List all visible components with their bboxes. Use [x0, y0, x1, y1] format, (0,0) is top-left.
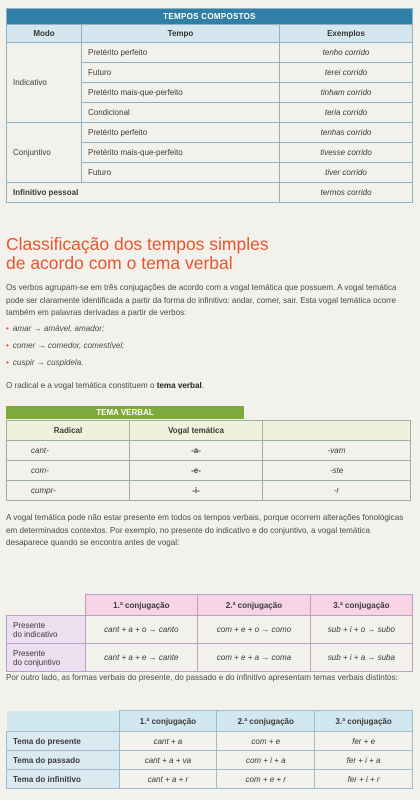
example-cell: tivesse corrido — [280, 143, 413, 163]
table-row: Presente do indicativo cant + a + o → canto com + e + o → como sub + i + o → subo — [7, 616, 413, 644]
section-title-line1: Classificação dos tempos simples — [6, 234, 269, 254]
table-row: Tema do passado cant + a + va com + i + a fer + i + a — [7, 751, 413, 770]
paragraph-1: Os verbos agrupam-se em três conjugações de acordo com a vogal temática que possuem. A vogal temática pode ser claramente identificada a partir da forma do infinitivo: andar, comer, sair. Esta vogal temática ocorre também em palavras derivadas a partir de verbos: — [6, 283, 397, 317]
header-conj2: 2.ª conjugação — [217, 711, 315, 732]
bullet-icon: • — [6, 358, 9, 367]
tema-verbal-term: tema verbal — [156, 381, 202, 390]
table-row — [7, 183, 413, 203]
header-examples: Exemplos — [280, 25, 413, 43]
mode-indicativo: Indicativo — [7, 43, 82, 123]
table-row: Tema do infinitivo cant + a + r com + e + r fer + i + r — [7, 770, 413, 789]
table-row: cumpr- -i- -r — [7, 481, 411, 501]
example-cell: termos corrido — [280, 183, 413, 203]
header-conj1: 1.ª conjugação — [85, 595, 198, 616]
tense-cell: Futuro — [82, 163, 280, 183]
example-cell: terei corrido — [280, 63, 413, 83]
bullet-item: • cuspir → cuspidela. — [6, 358, 84, 367]
header-conj2: 2.ª conjugação — [198, 595, 311, 616]
header-radical: Radical — [7, 421, 130, 441]
tense-cell: Futuro — [82, 63, 280, 83]
row-label: Tema do infinitivo — [7, 770, 120, 789]
header-vogal: Vogal temática — [130, 421, 263, 441]
bullet-icon: • — [6, 324, 9, 333]
compound-tenses-banner: TEMPOS COMPOSTOS — [7, 9, 413, 25]
example-cell: teria corrido — [280, 103, 413, 123]
section-title — [6, 235, 269, 273]
header-conj1: 1.ª conjugação — [119, 711, 217, 732]
table-row: com- -e- -ste — [7, 461, 411, 481]
bullet-item: • comer → comedor, comestível; — [6, 341, 125, 350]
tense-cell: Pretérito perfeito — [82, 43, 280, 63]
table-row: Tema do presente cant + a com + e fer + e — [7, 732, 413, 751]
compound-tenses-table — [6, 8, 413, 203]
header-mode: Modo — [7, 25, 82, 43]
table-row — [7, 123, 413, 143]
paragraph-3: A vogal temática pode não estar presente em todos os tempos verbais, porque ocorrem alterações fonológicas em determinados contextos. Por exemplo, no presente do indicativo e do conjuntivo, a vogal temática desaparece quando se encontra antes de vogal: — [6, 513, 404, 547]
tema-verbal-table — [6, 420, 411, 501]
table-row: Presente do conjuntivo cant + a + e → cante com + e + a → coma sub + i + a → suba — [7, 644, 413, 672]
tense-cell: Pretérito perfeito — [82, 123, 280, 143]
header-tense: Tempo — [82, 25, 280, 43]
tense-cell: Pretérito mais-que-perfeito — [82, 83, 280, 103]
tense-cell: Pretérito mais-que-perfeito — [82, 143, 280, 163]
example-cell: tiver corrido — [280, 163, 413, 183]
table-row: cant- -a- -vam — [7, 441, 411, 461]
table-row — [7, 43, 413, 63]
paragraph-4: Por outro lado, as formas verbais do presente, do passado e do infinitivo apresentam temas verbais distintos: — [6, 673, 398, 682]
row-label: Tema do presente — [7, 732, 120, 751]
header-ending — [263, 421, 411, 441]
bullet-icon: • — [6, 341, 9, 350]
conjugation-table-present — [6, 594, 413, 672]
row-label: Presente do conjuntivo — [7, 644, 86, 672]
bullet-item: • amar → amável, amador; — [6, 324, 105, 333]
mode-conjuntivo: Conjuntivo — [7, 123, 82, 183]
example-cell: tinham corrido — [280, 83, 413, 103]
paragraph-2: O radical e a vogal temática constituem o tema verbal. — [6, 381, 204, 390]
example-cell: tenho corrido — [280, 43, 413, 63]
header-conj3: 3.ª conjugação — [310, 595, 412, 616]
header-conj3: 3.ª conjugação — [315, 711, 413, 732]
section-title-line2: de acordo com o tema verbal — [6, 253, 233, 273]
mode-infinitivo: Infinitivo pessoal — [7, 183, 280, 203]
row-label: Presente do indicativo — [7, 616, 86, 644]
row-label: Tema do passado — [7, 751, 120, 770]
example-cell: tenhas corrido — [280, 123, 413, 143]
tema-verbal-banner: TEMA VERBAL — [6, 406, 244, 419]
conjugation-table-themes — [6, 710, 413, 789]
tense-cell: Condicional — [82, 103, 280, 123]
